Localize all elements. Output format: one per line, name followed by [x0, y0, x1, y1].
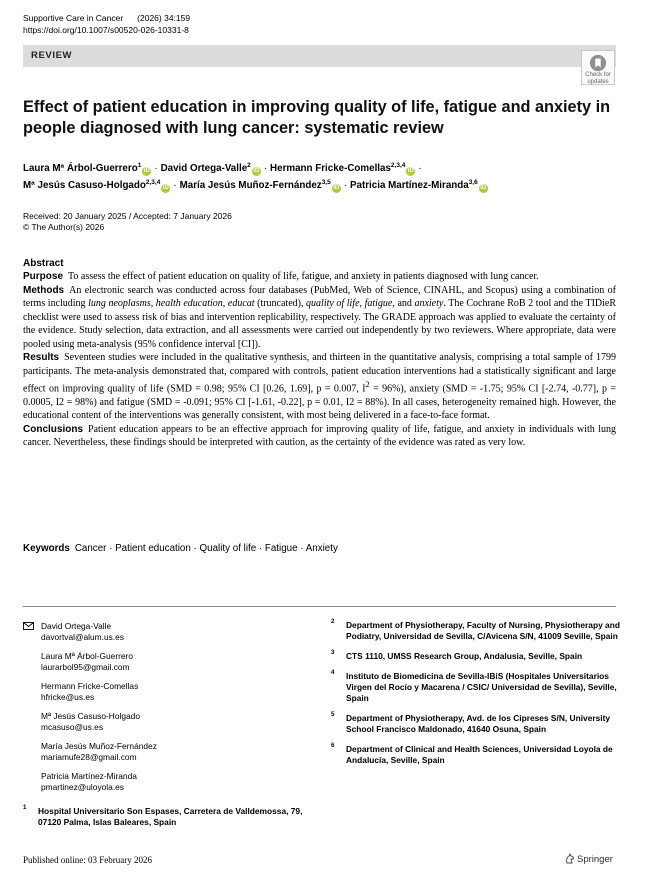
author[interactable]: Laura Mª Árbol-Guerrero$^1$iD [23, 162, 150, 174]
keywords [23, 542, 338, 555]
volume-info: (2026) 34:159 [137, 13, 191, 23]
article-type-bar [23, 45, 616, 67]
email-link[interactable]: mariamufe28@gmail.com [41, 752, 137, 762]
received-accepted: Received: 20 January 2025 / Accepted: 7 January 2026 [23, 211, 232, 221]
abstract-methods: Methods An electronic search was conducted across four databases (PubMed, Web of Science, CINAHL, and Scopus) using a combination of terms including lung neoplasms, health education, educat (truncated), quality of life, fatigue, and anxiety. The Cochrane RoB 2 tool and the TIDieR checklist were used to assess risk of bias and intervention replicability, respectively. The GRADE approach was applied to evaluate the certainty of the evidence. Study selection, data extraction, and all assessments were carried out independently by two reviewers. Where appropriate, data were pooled using meta-analysis (95% confidence interval [CI]). [23, 284, 617, 350]
running-header [23, 12, 190, 36]
affiliation: 6 Department of Clinical and Health Sciences, Universidad Loyola de Andalucía, Seville, Spain [331, 742, 613, 765]
keywords-list: Cancer · Patient education · Quality of life · Fatigue · Anxiety [74, 543, 338, 554]
copyright: © The Author(s) 2026 [23, 222, 105, 232]
email-link[interactable]: hfricke@us.es [41, 692, 95, 702]
envelope-icon [23, 622, 34, 630]
contact-entry: María Jesús Muñoz-Fernández mariamufe28@gmail.com [41, 741, 323, 763]
email-link[interactable]: pmartinez@uloyola.es [41, 782, 124, 792]
abstract [23, 257, 616, 450]
abstract-results: Results Seventeen studies were included in the qualitative synthesis, and thirteen in the quantitative analysis, comprising a total sample of 1799 participants. The meta-analysis demonstrated that, compared with controls, patient education interventions had a statistically significant and large effect on improving quality of life (SMD = 0.98; 95% CI [0.26, 1.69], p = 0.007, $I^2 = 96\%$), anxiety (SMD = -1.75; 95% CI [-2.74, -0.77], p = 0.0005, I2 = 98%) and fatigue (SMD = -0.091; 95% CI [-1.61, -0.22], p = 0.01, I2 = 88%). In all cases, heterogeneity remained high. However, the educational content of the interventions was generally consistent, with most being delivered in a face-to-face format. [23, 352, 616, 422]
publisher-name: Springer [577, 854, 613, 865]
author[interactable]: Patricia Martínez-Miranda$^{3,6}$iD [350, 179, 487, 191]
contact-entry: Mª Jesús Casuso-Holgado mcasuso@us.es [41, 711, 323, 733]
check-for-updates-badge[interactable] [581, 50, 615, 85]
email-link[interactable]: laurarbol95@gmail.com [41, 662, 130, 672]
divider [23, 606, 616, 607]
badge-line-1: Check for [585, 72, 611, 78]
article-dates [23, 211, 232, 233]
abstract-conclusions: Conclusions Patient education appears to be an effective approach for improving quality of life, fatigue, and anxiety in individuals with lung cancer. Nevertheless, these findings should be interpreted with caution, as the certainty of the evidence was rated as very low. [23, 423, 616, 449]
contact-entry: David Ortega-Valle davortval@alum.us.es [41, 621, 323, 643]
article-title: Effect of patient education in improving quality of life, fatigue and anxiety in people diagnosed with lung cancer: systematic review [23, 98, 611, 137]
email-link[interactable]: davortval@alum.us.es [41, 632, 124, 642]
orcid-icon[interactable]: iD [333, 185, 340, 191]
springer-horse-icon [565, 853, 575, 864]
contact-entry: Patricia Martínez-Miranda pmartinez@uloyola.es [41, 771, 323, 793]
author[interactable]: David Ortega-Valle$^2$iD [160, 162, 260, 174]
journal-name: Supportive Care in Cancer [23, 13, 124, 23]
orcid-icon[interactable]: iD [143, 168, 150, 174]
corresponding-contacts [23, 621, 323, 801]
author[interactable]: Hermann Fricke-Comellas$^{2,3,4}$iD [270, 162, 414, 174]
affiliation: 4 Instituto de Biomedicina de Sevilla-IBiS (Hospitales Universitarios Virgen del Rocío y Macarena / CSIC/ Universidad de Sevilla), Seville, Spain [331, 669, 617, 703]
author-list: Laura Mª Árbol-Guerrero$^1$iD · David Ortega-Valle$^2$iD · Hermann Fricke-Comellas$^{2,3,4}$iD · Mª Jesús Casuso-Holgado$^{2,3,4}$iD · María Jesús Muñoz-Fernández$^{3,5}$iD · Patricia Martínez-Miranda$^{3,6}$iD [23, 162, 487, 191]
affiliation: 5 Department of Physiotherapy, Avd. de los Cipreses S/N, University School Francisco Maldonado, 41640 Osuna, Spain [331, 711, 611, 734]
author[interactable]: Mª Jesús Casuso-Holgado$^{2,3,4}$iD [23, 179, 169, 191]
orcid-icon[interactable]: iD [407, 168, 414, 174]
contact-entry: Hermann Fricke-Comellas hfricke@us.es [41, 681, 323, 703]
affiliation: 2 Department of Physiotherapy, Faculty of Nursing, Physiotherapy and Podiatry, Universidad de Sevilla, C/Avicena S/N, 41009 Seville, Spain [331, 618, 620, 641]
published-date: Published online: 03 February 2026 [23, 855, 152, 865]
abstract-heading: Abstract [23, 258, 64, 269]
badge-line-2: updates [587, 78, 609, 85]
doi-link[interactable]: https://doi.org/10.1007/s00520-026-10331-8 [23, 25, 189, 35]
email-link[interactable]: mcasuso@us.es [41, 722, 104, 732]
affiliations [331, 620, 621, 775]
orcid-icon[interactable]: iD [253, 168, 260, 174]
author[interactable]: María Jesús Muñoz-Fernández$^{3,5}$iD [179, 179, 340, 191]
orcid-icon[interactable]: iD [480, 185, 487, 191]
contact-entry: Laura Mª Árbol-Guerrero laurarbol95@gmail.com [41, 651, 323, 673]
article-type: REVIEW [31, 50, 73, 61]
keywords-heading: Keywords [23, 543, 70, 554]
orcid-icon[interactable]: iD [162, 185, 169, 191]
bookmark-icon [589, 54, 607, 72]
affiliation: 3 CTS 1110, UMSS Research Group, Andalusia, Seville, Spain [331, 649, 583, 661]
abstract-purpose: Purpose To assess the effect of patient education on quality of life, fatigue, and anxiety in patients diagnosed with lung cancer. [23, 271, 539, 282]
affiliation-1: 1 Hospital Universitario Son Espases, Carretera de Valldemossa, 79, 07120 Palma, Islas Baleares, Spain [23, 804, 303, 827]
publisher-logo [565, 853, 613, 865]
